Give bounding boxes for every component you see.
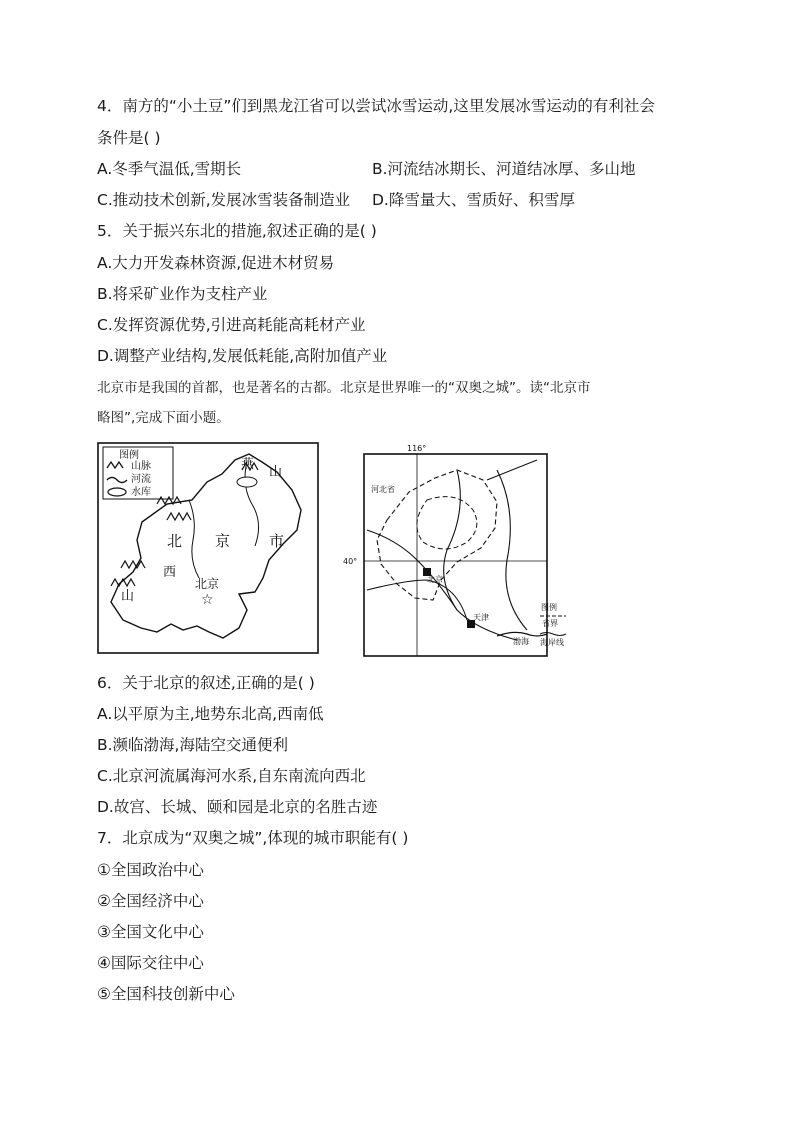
label-shi: 市 bbox=[269, 532, 285, 550]
q4-stem-line2: 条件是( ) bbox=[97, 129, 161, 147]
label-bei: 北 bbox=[167, 532, 183, 550]
map-legend bbox=[540, 602, 566, 647]
legend-title: 图例 bbox=[541, 603, 557, 612]
q7-item-2: ②全国经济中心 bbox=[97, 892, 204, 910]
q7-item-3: ③全国文化中心 bbox=[97, 923, 204, 941]
q6-stem: 6．关于北京的叙述,正确的是( ) bbox=[97, 674, 315, 692]
q4-option-c: C.推动技术创新,发展冰雪装备制造业 bbox=[97, 191, 351, 209]
q5-stem: 5．关于振兴东北的措施,叙述正确的是( ) bbox=[97, 222, 377, 240]
label-beijing: 北京 bbox=[427, 575, 443, 584]
beijing-region-map bbox=[337, 440, 569, 658]
legend-reservoir: 水库 bbox=[131, 487, 151, 498]
label-beijing: 北京 bbox=[195, 577, 220, 591]
reservoir-symbol-icon bbox=[108, 488, 126, 496]
q5-option-b: B.将采矿业作为支柱产业 bbox=[97, 285, 268, 303]
q7-item-1: ①全国政治中心 bbox=[97, 861, 204, 879]
latitude-label: 40° bbox=[343, 557, 358, 566]
legend-border: 省界 bbox=[542, 619, 558, 628]
q5-option-d: D.调整产业结构,发展低耗能,高附加值产业 bbox=[97, 347, 388, 365]
q6-option-c: C.北京河流属海河水系,自东南流向西北 bbox=[97, 767, 366, 785]
label-hebei: 河北省 bbox=[371, 485, 395, 494]
q6-option-b: B.濒临渤海,海陆空交通便利 bbox=[97, 736, 288, 754]
map-legend bbox=[103, 447, 173, 499]
legend-mountain: 山脉 bbox=[131, 461, 151, 472]
q4-option-b: B.河流结冰期长、河道结冰厚、多山地 bbox=[372, 160, 636, 178]
capital-star-icon: ☆ bbox=[201, 592, 214, 608]
beijing-terrain-map bbox=[97, 442, 319, 654]
reservoir-shape bbox=[237, 477, 257, 487]
q7-stem: 7．北京成为“双奥之城”,体现的城市职能有( ) bbox=[97, 829, 409, 847]
q4-option-a: A.冬季气温低,雪期长 bbox=[97, 160, 242, 178]
label-shan-ne: 山 bbox=[269, 465, 283, 480]
q6-option-a: A.以平原为主,地势东北高,西南低 bbox=[97, 705, 324, 723]
label-shan-w: 山 bbox=[121, 589, 135, 604]
legend-title: 图例 bbox=[119, 450, 139, 461]
q5-option-c: C.发挥资源优势,引进高耗能高耗材产业 bbox=[97, 316, 366, 334]
legend-river: 河流 bbox=[131, 474, 151, 485]
longitude-label: 116° bbox=[407, 444, 427, 453]
q7-item-5: ⑤全国科技创新中心 bbox=[97, 985, 235, 1003]
intro-line1: 北京市是我国的首都，也是著名的古都。北京是世界唯一的“双奥之城”。读“北京市 bbox=[97, 380, 591, 396]
label-yan: 燕 bbox=[241, 457, 255, 472]
label-xi: 西 bbox=[163, 565, 177, 580]
q6-option-d: D.故宫、长城、颐和园是北京的名胜古迹 bbox=[97, 798, 378, 816]
intro-line2: 略图”,完成下面小题。 bbox=[97, 410, 230, 426]
label-jing: 京 bbox=[215, 532, 231, 550]
q4-stem-line1: 4．南方的“小土豆”们到黑龙江省可以尝试冰雪运动,这里发展冰雪运动的有利社会 bbox=[97, 97, 655, 115]
label-tianjin: 天津 bbox=[473, 613, 489, 622]
q4-option-d: D.降雪量大、雪质好、积雪厚 bbox=[372, 191, 575, 209]
legend-coast: 海岸线 bbox=[540, 638, 564, 647]
q7-item-4: ④国际交往中心 bbox=[97, 954, 204, 972]
q5-option-a: A.大力开发森林资源,促进木材贸易 bbox=[97, 254, 335, 272]
label-bohai: 渤海 bbox=[513, 637, 529, 646]
